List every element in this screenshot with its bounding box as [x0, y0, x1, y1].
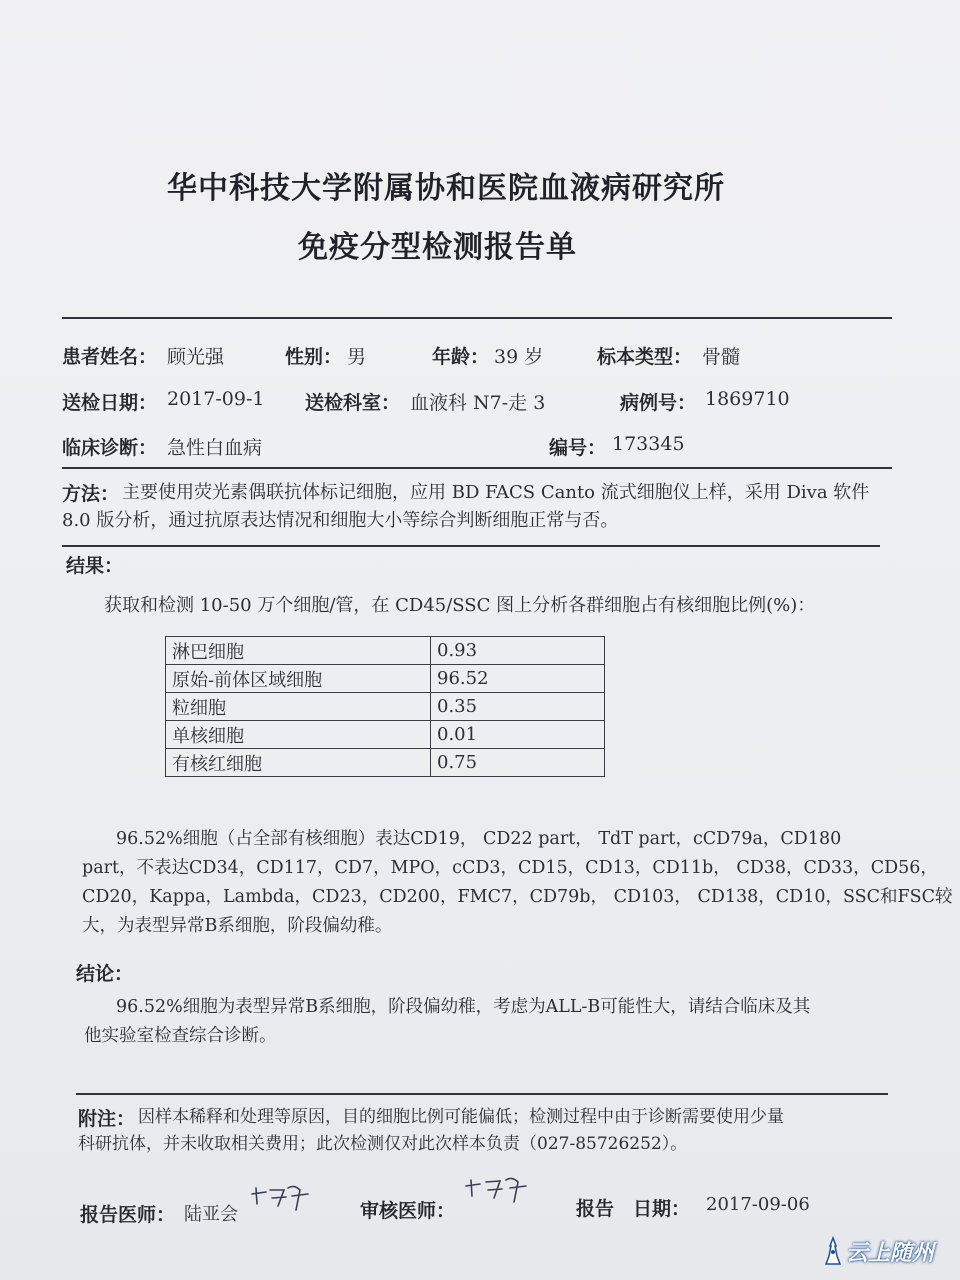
patient-name-value: 顾光强 — [167, 346, 225, 368]
note-label: 附注： — [78, 1108, 136, 1130]
report-title-institute: 华中科技大学附属协和医院血液病研究所 — [167, 171, 725, 206]
review-doctor-signature — [462, 1172, 536, 1212]
table-row — [166, 749, 605, 777]
watermark-text: 云上随州 — [846, 1240, 935, 1266]
report-doctor-signature — [248, 1180, 318, 1220]
diagnosis-label: 临床诊断： — [62, 437, 158, 459]
review-doctor-label: 审核医师： — [360, 1200, 456, 1222]
sample-type-label: 标本类型： — [597, 346, 693, 368]
phenotype-line: 96.52%细胞（占全部有核细胞）表达CD19， CD22 part， TdT part，cCD79a，CD180 — [116, 829, 842, 849]
table-row — [166, 665, 605, 693]
divider-conclusion — [76, 1093, 888, 1095]
age-value: 39 岁 — [494, 346, 544, 368]
table-row — [166, 693, 605, 721]
case-number-value: 1869710 — [705, 388, 790, 410]
sex-label: 性别： — [285, 346, 343, 368]
cell-type-name: 单核细胞 — [166, 721, 431, 749]
phenotype-line: 大，为表型异常B系细胞，阶段偏幼稚。 — [82, 916, 393, 936]
age-label: 年龄： — [432, 346, 490, 368]
conclusion-line: 他实验室检查综合诊断。 — [84, 1026, 277, 1046]
cell-type-name: 原始-前体区域细胞 — [166, 665, 431, 693]
results-label: 结果： — [66, 555, 124, 577]
sample-type-value: 骨髓 — [702, 346, 741, 368]
report-doctor-label: 报告医师： — [80, 1204, 176, 1226]
tower-logo-icon — [820, 1236, 846, 1266]
method-label: 方法： — [62, 483, 120, 505]
watermark — [820, 1234, 950, 1268]
report-title-type: 免疫分型检测报告单 — [298, 230, 577, 265]
patient-name-label: 患者姓名： — [62, 346, 158, 368]
submit-date-value: 2017-09-1 — [167, 388, 265, 410]
phenotype-line: part，不表达CD34，CD117，CD7，MPO，cCD3，CD15，CD13，CD11b， CD38，CD33，CD56， — [82, 858, 938, 878]
cell-type-name: 有核红细胞 — [166, 749, 431, 777]
cell-proportion-value: 0.01 — [431, 721, 605, 749]
table-row — [166, 721, 605, 749]
serial-number-label: 编号： — [549, 437, 607, 459]
divider-info — [62, 467, 892, 469]
note-line: 因样本稀释和处理等原因，目的细胞比例可能偏低；检测过程中由于诊断需要使用少量 — [138, 1107, 784, 1127]
results-intro: 获取和检测 10-50 万个细胞/管，在 CD45/SSC 图上分析各群细胞占有核细胞比例(%)： — [104, 595, 816, 616]
report-doctor-value: 陆亚会 — [184, 1204, 238, 1225]
table-row — [166, 637, 605, 665]
department-label: 送检科室： — [305, 392, 401, 414]
report-date-label: 报告 日期： — [576, 1198, 691, 1220]
cell-type-name: 淋巴细胞 — [166, 637, 431, 665]
report-date-value: 2017-09-06 — [706, 1194, 810, 1215]
diagnosis-value: 急性白血病 — [167, 437, 263, 459]
submit-date-label: 送检日期： — [62, 392, 158, 414]
cell-proportion-value: 0.75 — [431, 749, 605, 777]
divider-method — [62, 545, 880, 547]
cell-proportion-value: 0.93 — [431, 637, 605, 665]
case-number-label: 病例号： — [620, 392, 697, 414]
sex-value: 男 — [347, 346, 367, 368]
cell-proportion-table — [165, 636, 605, 777]
conclusion-label: 结论： — [76, 963, 134, 985]
cell-type-name: 粒细胞 — [166, 693, 431, 721]
serial-number-value: 173345 — [612, 433, 685, 455]
note-line: 科研抗体，并未收取相关费用；此次检测仅对此次样本负责（027-85726252）。 — [78, 1134, 688, 1154]
cell-proportion-value: 96.52 — [431, 665, 605, 693]
conclusion-line: 96.52%细胞为表型异常B系细胞，阶段偏幼稚，考虑为ALL-B可能性大，请结合临床及其 — [116, 997, 811, 1017]
cell-proportion-value: 0.35 — [431, 693, 605, 721]
divider-top — [62, 317, 892, 319]
method-text: 主要使用荧光素偶联抗体标记细胞，应用 BD FACS Canto 流式细胞仪上样，采用 Diva 软件 8.0 版分析，通过抗原表达情况和细胞大小等综合判断细胞正常与否。 — [62, 482, 870, 531]
phenotype-line: CD20，Kappa，Lambda，CD23，CD200，FMC7，CD79b， CD103， CD138，CD10，SSC和FSC较 — [82, 887, 953, 907]
department-value: 血液科 N7-走 3 — [410, 392, 546, 414]
